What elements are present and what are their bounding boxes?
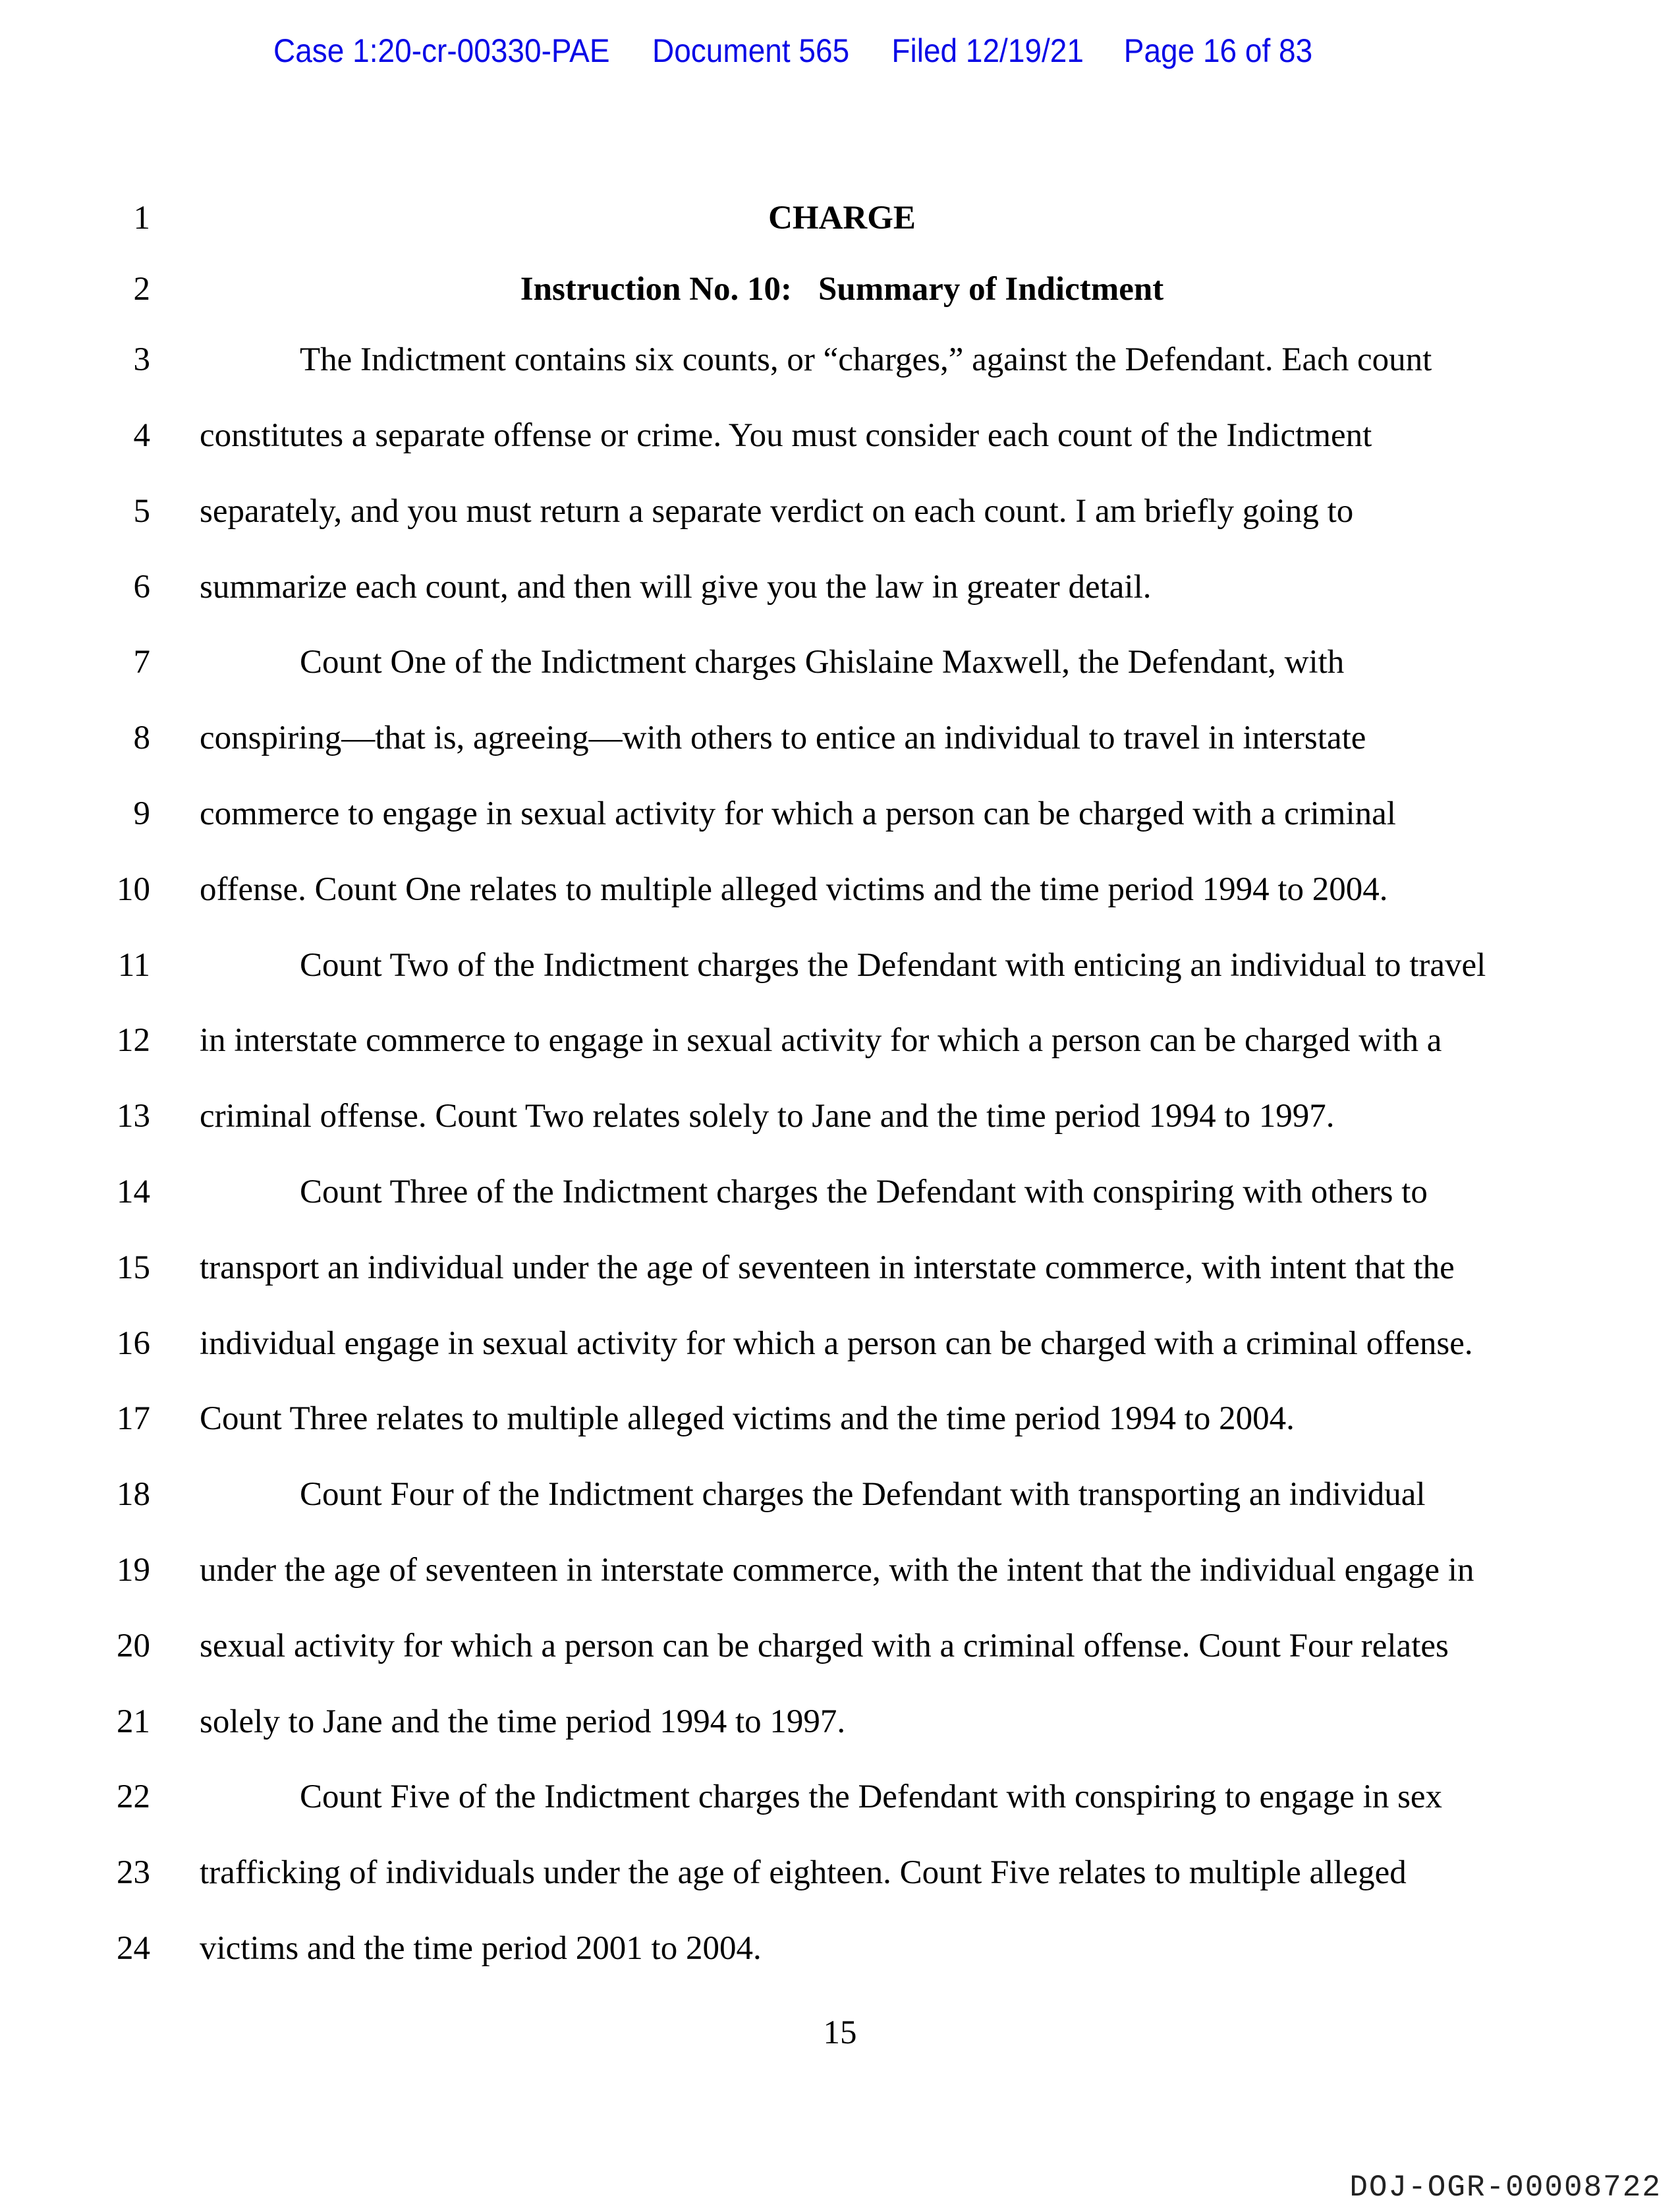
pleading-line: [0, 1396, 1680, 1442]
body-text: commerce to engage in sexual activity for which a person can be charged with a criminal: [200, 795, 1396, 832]
case-number: Case 1:20-cr-00330-PAE: [273, 32, 610, 69]
page-number: 15: [823, 2014, 857, 2051]
pleading-line: [0, 1320, 1680, 1367]
line-number: 3: [133, 341, 150, 378]
pleading-line: [0, 791, 1680, 837]
line-number: 16: [117, 1325, 150, 1362]
body-text: Count Five of the Indictment charges the Defendant with conspiring to engage in sex: [300, 1778, 1443, 1815]
body-text: Count Four of the Indictment charges the Defendant with transporting an individual: [300, 1476, 1426, 1513]
pleading-line: [0, 337, 1680, 383]
pleading-line: [0, 1547, 1680, 1593]
pleading-line: [0, 1017, 1680, 1063]
pleading-line: [0, 1774, 1680, 1820]
ecf-filing-header: [22, 28, 1567, 74]
instruction-label: Instruction No. 10:: [520, 271, 793, 308]
body-text: victims and the time period 2001 to 2004.: [200, 1930, 762, 1967]
section-title: CHARGE: [768, 200, 916, 237]
line-number: 23: [117, 1854, 150, 1891]
line-number: 11: [117, 947, 150, 984]
pleading-line: [0, 488, 1680, 534]
pleading-line: [0, 1850, 1680, 1896]
line-number: 24: [117, 1930, 150, 1967]
bates-stamp: DOJ-OGR-00008722: [1349, 2170, 1662, 2205]
body-text: Count Three relates to multiple alleged victims and the time period 1994 to 2004.: [200, 1400, 1295, 1437]
filed-date: Filed 12/19/21: [891, 32, 1084, 69]
line-number: 17: [117, 1400, 150, 1437]
pleading-line: [0, 1623, 1680, 1669]
line-number: 13: [117, 1098, 150, 1135]
pleading-line: [0, 942, 1680, 988]
instruction-title: Summary of Indictment: [818, 271, 1164, 308]
line-number: 20: [117, 1628, 150, 1664]
pleading-line: [0, 1245, 1680, 1291]
line-number: 18: [117, 1476, 150, 1513]
body-text: under the age of seventeen in interstate commerce, with the intent that the individual engage in: [200, 1552, 1474, 1589]
pleading-line: [0, 564, 1680, 610]
pleading-line: [0, 195, 1680, 241]
body-text: trafficking of individuals under the age of eighteen. Count Five relates to multiple alleged: [200, 1854, 1407, 1891]
pleading-line: [0, 639, 1680, 685]
pleading-line: [0, 866, 1680, 913]
body-text: Count Two of the Indictment charges the Defendant with enticing an individual to travel: [300, 947, 1486, 984]
pleading-line: [0, 1169, 1680, 1215]
body-text: constitutes a separate offense or crime. You must consider each count of the Indictment: [200, 417, 1372, 454]
pleading-line: [0, 1925, 1680, 1971]
body-text: solely to Jane and the time period 1994 to 1997.: [200, 1703, 846, 1740]
line-number: 9: [133, 795, 150, 832]
pleading-line: [0, 715, 1680, 761]
body-text: in interstate commerce to engage in sexual activity for which a person can be charged with a: [200, 1022, 1442, 1059]
body-text: The Indictment contains six counts, or “charges,” against the Defendant. Each count: [300, 341, 1432, 378]
line-number: 22: [117, 1778, 150, 1815]
line-number: 21: [117, 1703, 150, 1740]
body-text: offense. Count One relates to multiple alleged victims and the time period 1994 to 2004.: [200, 871, 1388, 908]
body-text: separately, and you must return a separate verdict on each count. I am briefly going to: [200, 493, 1354, 530]
body-text: Count Three of the Indictment charges the Defendant with conspiring with others to: [300, 1174, 1428, 1210]
pleading-line: [0, 1093, 1680, 1139]
page-count: Page 16 of 83: [1123, 32, 1313, 69]
line-number: 7: [133, 644, 150, 681]
line-number: 8: [133, 720, 150, 756]
line-number: 14: [117, 1174, 150, 1210]
line-number: 4: [133, 417, 150, 454]
document-number: Document 565: [652, 32, 850, 69]
body-text: Count One of the Indictment charges Ghislaine Maxwell, the Defendant, with: [300, 644, 1345, 681]
line-number: 15: [117, 1249, 150, 1286]
instruction-heading: [200, 266, 1484, 312]
body-text: conspiring—that is, agreeing—with others to entice an individual to travel in interstate: [200, 720, 1366, 756]
line-number: 5: [133, 493, 150, 530]
body-text: transport an individual under the age of seventeen in interstate commerce, with intent that the: [200, 1249, 1455, 1286]
line-number: 6: [133, 569, 150, 606]
pleading-line: [0, 1471, 1680, 1517]
body-text: criminal offense. Count Two relates solely to Jane and the time period 1994 to 1997.: [200, 1098, 1335, 1135]
line-number: 1: [133, 200, 150, 237]
line-number: 10: [117, 871, 150, 908]
line-number: 19: [117, 1552, 150, 1589]
pleading-line: [0, 412, 1680, 459]
body-text: sexual activity for which a person can be charged with a criminal offense. Count Four relates: [200, 1628, 1449, 1664]
line-number: 12: [117, 1022, 150, 1059]
pleading-line: [0, 266, 1680, 312]
line-number: 2: [133, 271, 150, 308]
body-text: individual engage in sexual activity for which a person can be charged with a criminal offense.: [200, 1325, 1473, 1362]
body-text: summarize each count, and then will give you the law in greater detail.: [200, 569, 1152, 606]
pleading-line: [0, 1699, 1680, 1745]
